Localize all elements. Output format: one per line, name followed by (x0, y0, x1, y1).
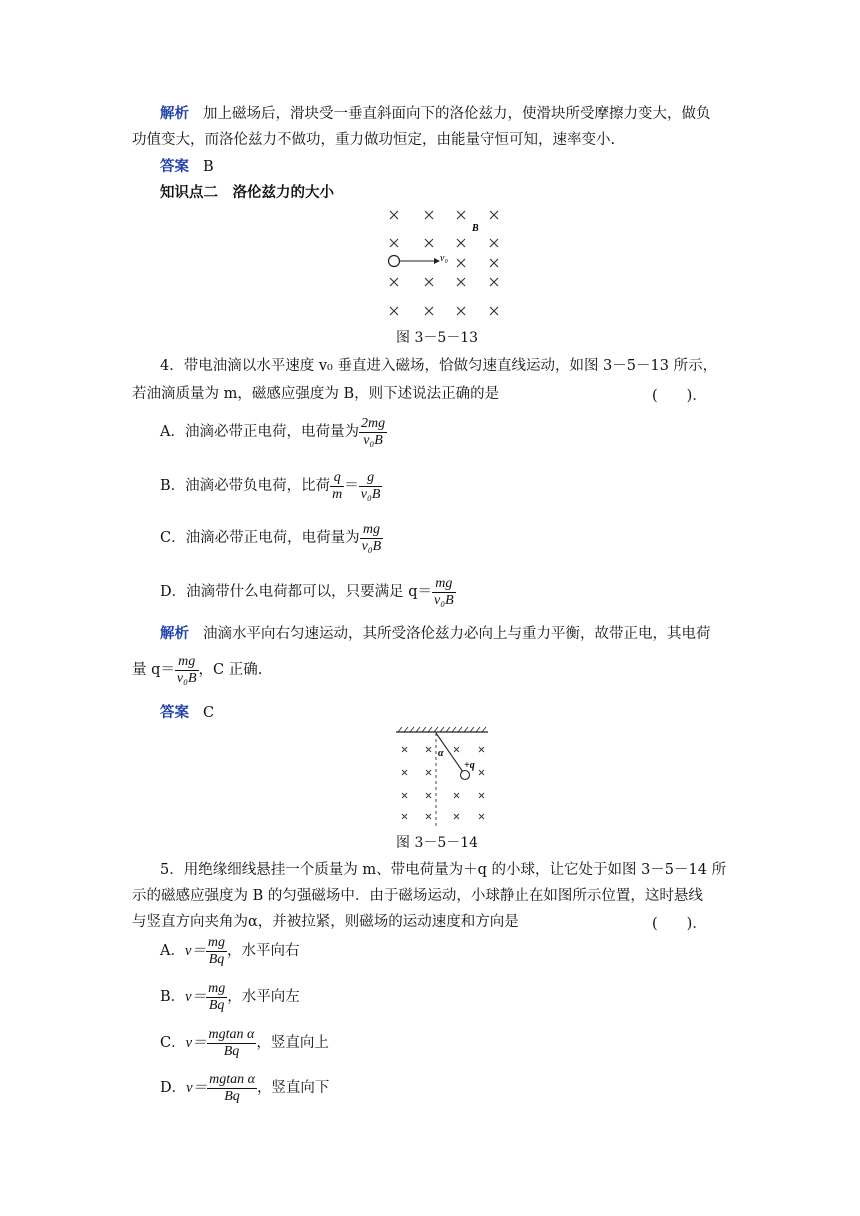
q4-option-d: D．油滴带什么电荷都可以，只要满足 q＝ $\frac{mg}{\text{v₀B}}$ (160, 575, 454, 608)
q5-option-d: D．v＝ $\frac{\text{mgtan α}}{Bq}$ ，竖直向下 (160, 1071, 330, 1104)
q5-line-1: 5．用绝缘细线悬挂一个质量为 m、带电荷量为＋q 的小球，让它处于如图 3－5－14 所 (160, 862, 727, 878)
q4-line-2: 若油滴质量为 m，磁感应强度为 B，则下述说法正确的是 (132, 386, 500, 402)
analysis-tag: 解析 (160, 626, 189, 642)
angle-label: α (438, 748, 444, 759)
answer-2: 答案 C (160, 705, 215, 721)
analysis-tag: 解析 (160, 106, 189, 122)
fraction: $\frac{\text{mgtan α}}{Bq}$ (208, 1026, 255, 1059)
q4-answer-paren: ( )． (652, 388, 707, 404)
ceiling-hatch (398, 727, 486, 732)
fraction: $\frac{g}{\text{v₀B}}$ (360, 469, 381, 502)
q5-option-c: C．v＝ $\frac{\text{mgtan α}}{Bq}$ ，竖直向上 (160, 1026, 329, 1059)
figure-3-5-14 (392, 726, 492, 830)
q4-option-c: C．油滴必带正电荷，电荷量为 $\frac{mg}{\text{v₀B}}$ (160, 521, 382, 554)
fraction: $\frac{mg}{\text{v₀B}}$ (434, 575, 454, 608)
charge-label: +q (464, 760, 475, 771)
analysis-1-line-2: 功值变大，而洛伦兹力不做功，重力做功恒定，由能量守恒可知，速率变小. (132, 132, 616, 148)
q5-option-a: A．v＝ $\frac{mg}{Bq}$ ，水平向右 (160, 934, 300, 967)
oil-drop (389, 256, 400, 267)
fraction: $\frac{mg}{\text{v₀B}}$ (361, 521, 382, 554)
analysis-1-line-1: 解析 加上磁场后，滑块受一垂直斜面向下的洛伦兹力，使滑块所受摩擦力变大，做负 (160, 106, 711, 122)
q5-line-3: 与竖直方向夹角为α，并被拉紧，则磁场的运动速度和方向是 (132, 914, 519, 930)
fraction: $\frac{mg}{Bq}$ (207, 934, 226, 967)
q5-line-2: 示的磁感应强度为 B 的匀强磁场中．由于磁场运动，小球静止在如图所示位置，这时悬线 (132, 888, 703, 904)
figure-3-5-13 (382, 205, 512, 323)
q4-line-1: 4．带电油滴以水平速度 v₀ 垂直进入磁场，恰做匀速直线运动，如图 3－5－13 所示， (160, 358, 718, 374)
q4-option-b: B．油滴必带负电荷，比荷 $\frac{q}{m}$ ＝ $\frac{g}{\text{v₀B}}$ (160, 469, 381, 502)
answer-tag: 答案 (160, 159, 189, 175)
section-title: 知识点二 洛伦兹力的大小 (160, 185, 334, 201)
q4-option-a: A．油滴必带正电荷，电荷量为 $\frac{2mg}{\text{v₀B}}$ (160, 415, 386, 448)
figure-3-5-14-caption: 图 3－5－14 (396, 835, 479, 851)
figure-3-5-13-caption: 图 3－5－13 (396, 330, 479, 346)
q5-answer-paren: ( )． (652, 916, 707, 932)
q5-option-b: B．v＝ $\frac{mg}{Bq}$ ，水平向左 (160, 980, 300, 1013)
field-label: B (472, 223, 479, 234)
fraction: $\frac{mg}{Bq}$ (208, 980, 226, 1013)
fraction: $\frac{2mg}{\text{v₀B}}$ (360, 415, 386, 448)
fraction-lhs: $\frac{q}{m}$ (332, 469, 343, 502)
fraction: $\frac{mg}{\text{v₀B}}$ (176, 653, 197, 686)
analysis-2-line-1: 解析 油滴水平向右匀速运动，其所受洛伦兹力必向上与重力平衡，故带正电，其电荷 (160, 626, 711, 642)
fraction: $\frac{\text{mgtan α}}{Bq}$ (209, 1071, 255, 1104)
charged-ball (461, 771, 470, 780)
velocity-label: v₀ (440, 253, 448, 264)
answer-1: 答案 B (160, 159, 214, 175)
analysis-2-line-2: 量 q＝ $\frac{mg}{\text{v₀B}}$ ，C 正确. (132, 653, 263, 686)
answer-tag: 答案 (160, 705, 189, 721)
